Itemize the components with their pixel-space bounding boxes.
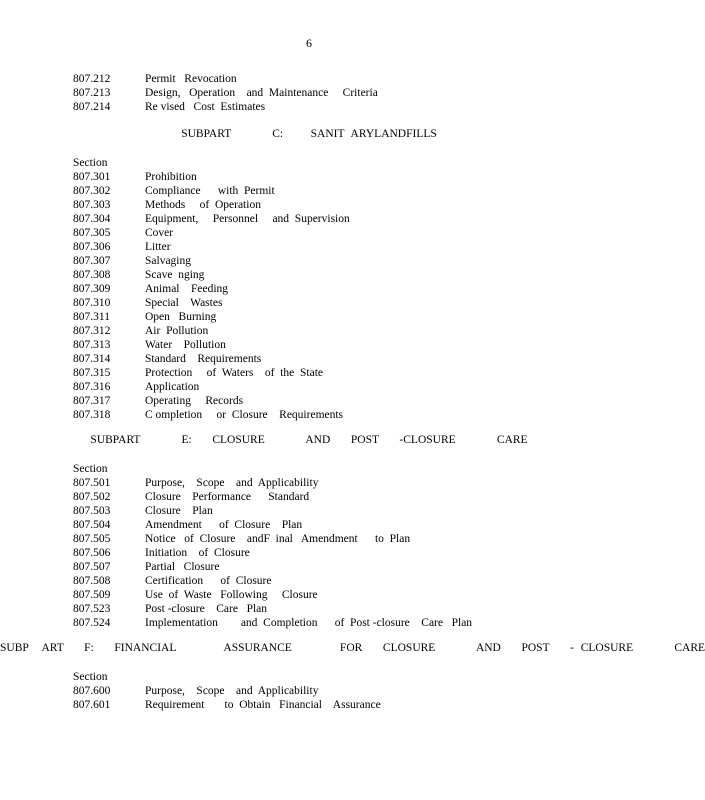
section-number: 807.311 xyxy=(73,311,110,323)
section-number: 807.600 xyxy=(73,685,111,697)
section-number: 807.314 xyxy=(73,353,111,365)
section-title: Purpose, Scope and Applicability xyxy=(145,685,319,697)
section-title: Closure Plan xyxy=(145,505,213,517)
toc-row xyxy=(73,684,593,698)
section-title: Litter xyxy=(145,241,171,253)
toc-row xyxy=(73,296,593,310)
page-number: 6 xyxy=(306,36,312,50)
section-title: Notice of Closure andF inal Amendment to Plan xyxy=(145,533,411,545)
toc-row xyxy=(73,546,593,560)
subpart-f-list xyxy=(73,670,593,712)
toc-row xyxy=(73,310,593,324)
toc-row xyxy=(73,72,593,86)
section-title: Certification of Closure xyxy=(145,575,272,587)
toc-row xyxy=(73,616,593,630)
section-title: Protection of Waters of the State xyxy=(145,367,324,379)
section-title: Salvaging xyxy=(145,255,191,267)
section-number: 807.318 xyxy=(73,409,111,421)
section-number: 807.213 xyxy=(73,87,111,99)
toc-row xyxy=(73,504,593,518)
toc-row xyxy=(73,184,593,198)
toc-row xyxy=(73,100,593,114)
section-number: 807.502 xyxy=(73,491,111,503)
section-title: Post -closure Care Plan xyxy=(145,603,268,615)
toc-row xyxy=(73,226,593,240)
toc-row xyxy=(73,282,593,296)
section-label: Section xyxy=(73,157,108,169)
section-number: 807.316 xyxy=(73,381,111,393)
section-number: 807.601 xyxy=(73,699,111,711)
section-number: 807.509 xyxy=(73,589,111,601)
toc-row xyxy=(73,476,593,490)
section-number: 807.507 xyxy=(73,561,111,573)
toc-row xyxy=(73,86,593,100)
section-number: 807.214 xyxy=(73,101,111,113)
toc-row xyxy=(73,518,593,532)
section-number: 807.503 xyxy=(73,505,111,517)
toc-row xyxy=(73,352,593,366)
section-title: Initiation of Closure xyxy=(145,547,250,559)
section-number: 807.306 xyxy=(73,241,111,253)
toc-row xyxy=(73,408,593,422)
toc-row xyxy=(73,380,593,394)
section-number: 807.305 xyxy=(73,227,111,239)
section-title: Partial Closure xyxy=(145,561,220,573)
section-title: Cover xyxy=(145,227,174,239)
subpart-f-heading: SUBP ART F: FINANCIAL ASSURANCE FOR CLOSURE AND POST - CLOSURE CARE xyxy=(0,642,705,654)
section-title: Scave nging xyxy=(145,269,205,281)
toc-row xyxy=(73,560,593,574)
toc-row xyxy=(73,602,593,616)
toc-row xyxy=(73,588,593,602)
toc-row xyxy=(73,338,593,352)
section-title: Closure Performance Standard xyxy=(145,491,310,503)
section-label: Section xyxy=(73,671,108,683)
section-title: Water Pollution xyxy=(145,339,226,351)
section-title: Re vised Cost Estimates xyxy=(145,101,266,113)
section-title: Prohibition xyxy=(145,171,197,183)
toc-row xyxy=(73,366,593,380)
toc-row xyxy=(73,240,593,254)
toc-row xyxy=(73,490,593,504)
section-title: Implementation and Completion of Post -closure Care Plan xyxy=(145,617,473,629)
section-title: Amendment of Closure Plan xyxy=(145,519,303,531)
section-title: Open Burning xyxy=(145,311,217,323)
section-number: 807.302 xyxy=(73,185,111,197)
section-number: 807.506 xyxy=(73,547,111,559)
section-title: Requirement to Obtain Financial Assurance xyxy=(145,699,381,711)
section-number: 807.504 xyxy=(73,519,111,531)
section-list-top xyxy=(73,72,593,114)
section-title: Animal Feeding xyxy=(145,283,229,295)
toc-row xyxy=(73,574,593,588)
toc-row xyxy=(73,532,593,546)
section-number: 807.315 xyxy=(73,367,111,379)
section-label: Section xyxy=(73,463,108,475)
section-number: 807.508 xyxy=(73,575,111,587)
section-title: Purpose, Scope and Applicability xyxy=(145,477,319,489)
section-number: 807.501 xyxy=(73,477,111,489)
toc-row xyxy=(73,254,593,268)
section-title: Special Wastes xyxy=(145,297,223,309)
section-number: 807.524 xyxy=(73,617,111,629)
toc-row xyxy=(73,170,593,184)
section-title: Use of Waste Following Closure xyxy=(145,589,318,601)
toc-row xyxy=(73,394,593,408)
section-number: 807.301 xyxy=(73,171,111,183)
toc-row xyxy=(73,212,593,226)
toc-row xyxy=(73,698,593,712)
section-number: 807.212 xyxy=(73,73,111,85)
section-number: 807.303 xyxy=(73,199,111,211)
section-title: Methods of Operation xyxy=(145,199,261,211)
section-number: 807.523 xyxy=(73,603,111,615)
section-title: Operating Records xyxy=(145,395,244,407)
section-number: 807.309 xyxy=(73,283,111,295)
subpart-e-list xyxy=(73,462,593,630)
section-number: 807.308 xyxy=(73,269,111,281)
subpart-e-heading: SUBPART E: CLOSURE AND POST -CLOSURE CARE xyxy=(90,434,528,446)
section-title: C ompletion or Closure Requirements xyxy=(145,409,344,421)
section-title: Application xyxy=(145,381,200,393)
section-number: 807.310 xyxy=(73,297,111,309)
section-number: 807.317 xyxy=(73,395,111,407)
section-number: 807.307 xyxy=(73,255,111,267)
section-number: 807.505 xyxy=(73,533,111,545)
subpart-c-heading: SUBPART C: SANIT ARYLANDFILLS xyxy=(181,128,437,140)
section-number: 807.312 xyxy=(73,325,111,337)
section-number: 807.304 xyxy=(73,213,111,225)
section-number: 807.313 xyxy=(73,339,111,351)
section-title: Equipment, Personnel and Supervision xyxy=(145,213,350,225)
toc-row xyxy=(73,324,593,338)
toc-row xyxy=(73,198,593,212)
section-title: Air Pollution xyxy=(145,325,209,337)
section-title: Compliance with Permit xyxy=(145,185,275,197)
section-title: Design, Operation and Maintenance Criteria xyxy=(145,87,378,99)
section-title: Permit Revocation xyxy=(145,73,237,85)
section-title: Standard Requirements xyxy=(145,353,262,365)
subpart-c-list xyxy=(73,156,593,422)
toc-row xyxy=(73,268,593,282)
